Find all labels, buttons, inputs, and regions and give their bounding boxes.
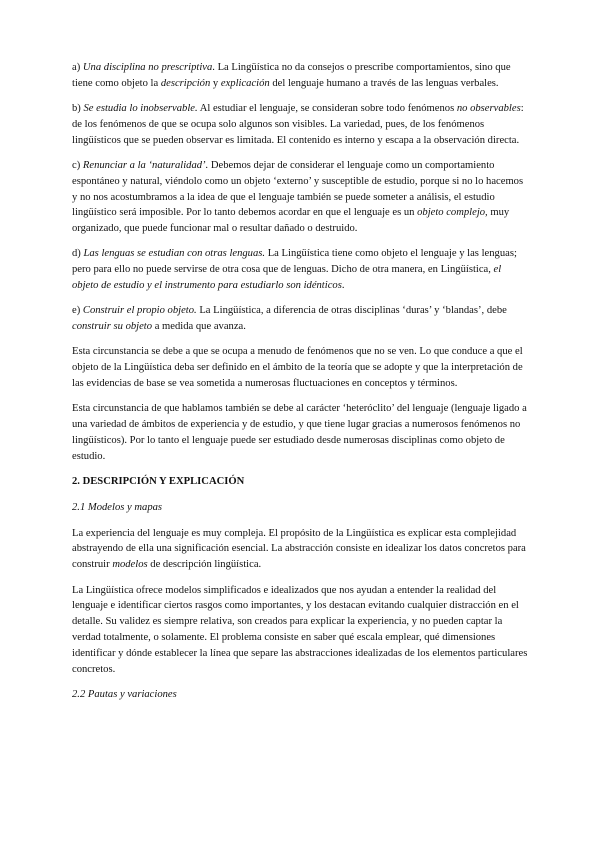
text-run: y	[210, 77, 221, 89]
text-run: Debemos dejar de considerar el lenguaje como un comportamiento espontáneo y natural, viéndolo como un objeto ‘externo’ y susceptible de estudio, porque si no lo hacemos y no nos acostumbramos a la idea de que el lenguaje también se puede someter a análisis, el estudio lingüístico será imposible. Por lo tanto debemos acordar en que el lenguaje es un	[72, 159, 524, 219]
item-marker: d)	[72, 248, 84, 260]
text-run: : de los fenómenos de que se ocupa solo algunos son visibles. La variedad, pues, de los fenómenos lingüísticos que se pueden observar es limitada. El contenido es interno y escapa a la observación directa.	[72, 103, 524, 146]
emphasis: descripción	[160, 77, 211, 89]
text-run: del lenguaje humano a través de las lenguas verbales.	[269, 77, 499, 89]
emphasis: explicación	[220, 77, 270, 89]
paragraph-2-1-a	[72, 526, 530, 573]
emphasis: el objeto de estudio y el instrumento para estudiarlo son idénticos	[72, 264, 502, 292]
item-title: Una disciplina no prescriptiva	[82, 62, 213, 73]
subsection-heading-2-1: 2.1 Modelos y mapas	[72, 501, 163, 513]
document-page	[72, 60, 530, 713]
text-run: a medida que avanza.	[152, 321, 246, 333]
paragraph-b	[72, 101, 530, 148]
text-run: muy organizado, que puede funcionar mal o resultar dañado o destruido.	[72, 207, 510, 235]
text-run: de descripción lingüística.	[147, 559, 262, 571]
emphasis: objeto complejo,	[417, 207, 488, 219]
item-title: Renunciar a la ‘naturalidad’.	[82, 159, 209, 171]
item-title: Construir el propio objeto.	[82, 305, 197, 317]
emphasis: no observables	[456, 103, 521, 115]
text-run: La experiencia del lenguaje es muy compleja. El propósito de la Lingüística es explicar esta complejidad abstrayendo de ella una significación esencial. La abstracción consiste en idealizar los datos concretos para construir	[72, 527, 526, 571]
paragraph-circumstance-2: Esta circunstancia de que hablamos también se debe al carácter ‘heteróclito’ del lenguaje (lenguaje ligado a una variedad de ámbitos de experiencia y de estudio, y que tiene lugar gracias a numerosos fenómenos no lingüísticos). Por lo tanto el lenguaje puede ser estudiado desde numerosas disciplinas como objeto de estudio.	[72, 403, 527, 462]
subsection-heading-2-2: 2.2 Pautas y variaciones	[72, 688, 177, 700]
paragraph-d	[72, 246, 530, 293]
paragraph-c	[72, 158, 530, 237]
item-marker: e)	[72, 305, 83, 317]
emphasis: modelos	[112, 559, 148, 571]
item-marker: c)	[72, 159, 83, 171]
item-title: Se estudia lo inobservable.	[83, 103, 198, 115]
text-run: .	[341, 280, 345, 292]
text-run: Al estudiar el lenguaje, se consideran sobre todo fenómenos	[197, 103, 457, 115]
paragraph-e	[72, 303, 530, 335]
text-run: La Lingüística tiene como objeto el lenguaje y las lenguas; pero para ello no puede servirse de otra cosa que de lenguas. Dicho de otra manera, en Lingüística,	[72, 248, 517, 276]
item-title: Las lenguas se estudian con otras lenguas.	[83, 248, 266, 260]
section-heading: 2. DESCRIPCIÓN Y EXPLICACIÓN	[72, 476, 245, 488]
paragraph-circumstance-1: Esta circunstancia se debe a que se ocupa a menudo de fenómenos que no se ven. Lo que conduce a que el objeto de la Lingüística deba ser definido en el ámbito de la teoría que se adopte y que la interpretación de las evidencias de base se vea sometida a numerosas fluctuaciones en conceptos y términos.	[72, 346, 523, 390]
paragraph-2-1-b: La Lingüística ofrece modelos simplificados e idealizados que nos ayudan a entender la realidad del lenguaje e identificar ciertos rasgos como importantes, y los destacan evitando cualquier distracción en el detalle. Su validez es siempre relativa, son creados para explicar la experiencia, y no pueden captar la verdad totalmente, o solamente. El problema consiste en saber qué escala emplear, qué dimensiones identificar y dónde establecer la línea que separe las abstracciones idealizadas de los elementos particulares concretos.	[72, 584, 528, 675]
paragraph-a	[72, 60, 530, 92]
text-run: . La Lingüística no da consejos o prescribe comportamientos, sino que tiene como objeto la	[72, 62, 511, 89]
item-marker: b)	[72, 103, 84, 115]
text-run: La Lingüística, a diferencia de otras disciplinas ‘duras’ y ‘blandas’, debe	[196, 305, 507, 317]
item-marker: a)	[72, 62, 83, 73]
emphasis: construir su objeto	[72, 321, 153, 333]
